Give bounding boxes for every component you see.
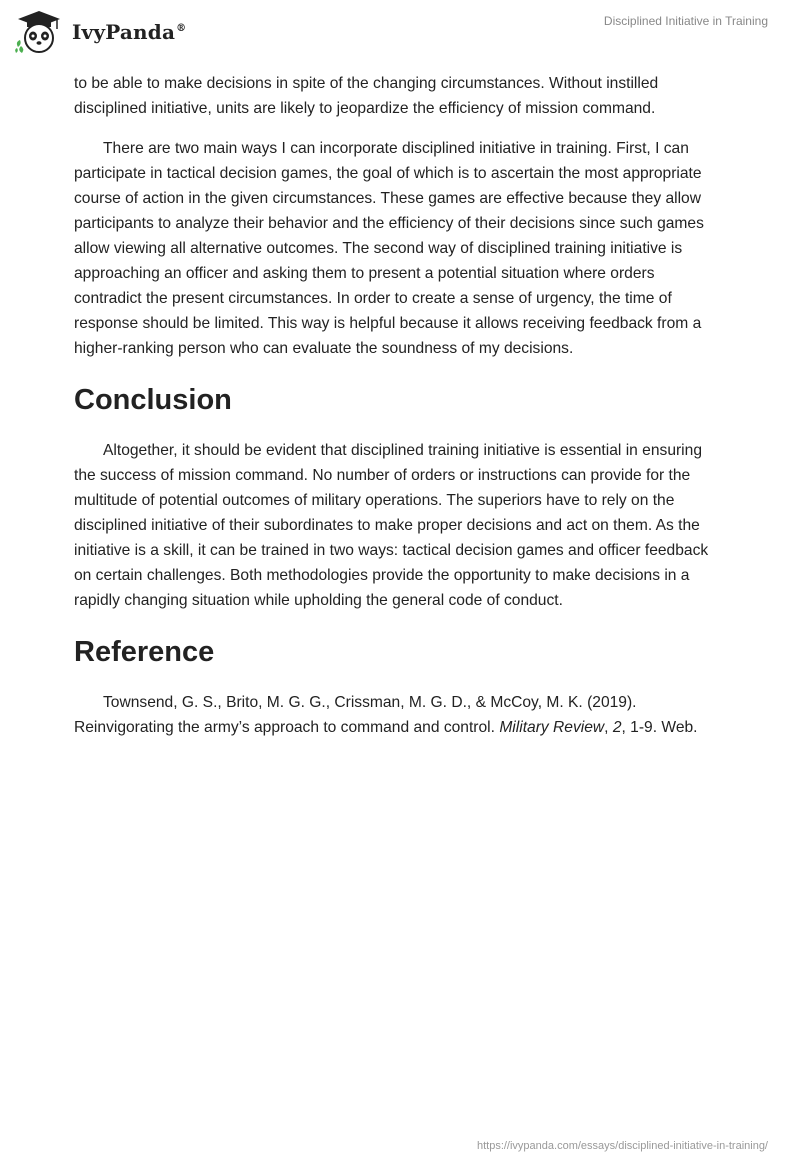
essay-content bbox=[74, 71, 726, 755]
reference-authors-title: Townsend, G. S., Brito, M. G. G., Crissman, M. G. D., & McCoy, M. K. (2019). Reinvigorating the army’s approach to command and control. bbox=[74, 694, 637, 736]
source-url[interactable]: https://ivypanda.com/essays/disciplined-initiative-in-training/ bbox=[476, 1140, 768, 1152]
paragraph-conclusion: Altogether, it should be evident that disciplined training initiative is essential in ensuring the success of mission command. No number of orders or instructions can provide for the multitude of potential outcomes of military operations. The superiors have to rely on the disciplined initiative of their subordinates to make proper decisions and act on them. As the initiative is a skill, it can be trained in two ways: tactical decision games and officer feedback on certain challenges. Both methodologies provide the opportunity to make decisions in a rapidly changing situation while upholding the general code of conduct. bbox=[74, 442, 709, 609]
conclusion-heading: Conclusion bbox=[74, 384, 232, 416]
ivypanda-logo[interactable] bbox=[14, 8, 186, 56]
paragraph-continued: to be able to make decisions in spite of the changing circumstances. Without instilled disciplined initiative, units are likely to jeopardize the efficiency of mission command. bbox=[74, 75, 659, 117]
page-header bbox=[0, 0, 800, 70]
reference-separator: , bbox=[604, 719, 613, 736]
reference-journal: Military Review bbox=[499, 719, 605, 736]
brand-name: IvyPanda® bbox=[72, 20, 187, 44]
reference-entry bbox=[74, 690, 726, 740]
paragraph-training-methods: There are two main ways I can incorporate disciplined initiative in training. First, I can participate in tactical decision games, the goal of which is to ascertain the most appropriate course of action in the given circumstances. These games are effective because they allow participants to analyze their behavior and the efficiency of their decisions since such games allow viewing all alternative outcomes. The second way of disciplined training initiative is approaching an officer and asking them to present a potential situation where orders contradict the present circumstances. In order to create a sense of urgency, the time of response should be limited. This way is helpful because it allows receiving feedback from a higher-ranking person who can evaluate the soundness of my decisions. bbox=[74, 140, 704, 357]
reference-pages: , 1-9. Web. bbox=[621, 719, 698, 736]
reference-volume: 2 bbox=[612, 719, 622, 736]
panda-graduate-icon bbox=[14, 9, 64, 55]
document-title: Disciplined Initiative in Training bbox=[603, 14, 768, 28]
reference-heading: Reference bbox=[74, 636, 215, 668]
